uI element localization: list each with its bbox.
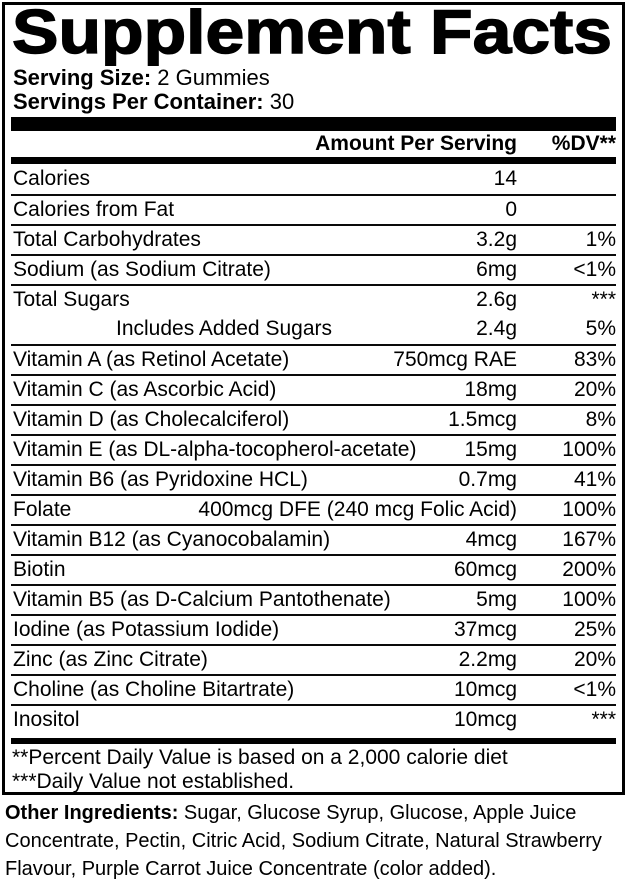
nutrient-row-vitamin-b12: [11, 524, 616, 554]
nutrient-name: Choline (as Choline Bitartrate): [13, 678, 295, 701]
nutrient-dv: <1%: [573, 678, 616, 701]
nutrient-amount: 10mcg: [453, 708, 517, 731]
nutrient-row-iodine: [11, 614, 616, 644]
nutrient-dv: 100%: [562, 588, 616, 611]
nutrient-row-calories: [11, 164, 616, 194]
nutrient-amount: 37mcg: [453, 618, 517, 641]
nutrient-name: Vitamin B5 (as D-Calcium Pantothenate): [13, 588, 391, 611]
nutrient-row-vitamin-e: [11, 434, 616, 464]
footnote-daily-value: **Percent Daily Value is based on a 2,000 calorie diet: [12, 746, 508, 769]
nutrient-amount: 1.5mcg: [448, 408, 517, 431]
nutrient-row-vitamin-d: [11, 404, 616, 434]
servings-per-container: [11, 90, 616, 114]
nutrient-amount: 3.2g: [476, 228, 517, 251]
nutrient-name: Vitamin C (as Ascorbic Acid): [13, 378, 277, 401]
nutrient-amount: 2.6g: [476, 288, 517, 311]
nutrient-name: Vitamin B12 (as Cyanocobalamin): [13, 528, 331, 551]
nutrient-row-total-sugars: [11, 284, 616, 314]
nutrient-name: Sodium (as Sodium Citrate): [13, 258, 271, 281]
nutrient-row-biotin: [11, 554, 616, 584]
column-header-row: [11, 131, 616, 157]
nutrient-dv: 25%: [573, 618, 616, 641]
nutrient-dv: 8%: [585, 408, 616, 431]
nutrient-name: Total Sugars: [13, 288, 130, 311]
nutrient-table: [11, 164, 616, 734]
footnotes: [11, 744, 616, 794]
nutrient-row-vitamin-a: [11, 344, 616, 374]
nutrient-row-sodium: [11, 254, 616, 284]
nutrient-row-choline: [11, 674, 616, 704]
nutrient-row-calories-from-fat: [11, 194, 616, 224]
nutrient-name: Vitamin D (as Cholecalciferol): [13, 408, 290, 431]
nutrient-dv: ***: [591, 288, 616, 311]
servings-per-container-label: Servings Per Container:: [13, 89, 264, 114]
nutrient-amount: 10mcg: [453, 678, 517, 701]
nutrient-amount: 18mg: [464, 378, 517, 401]
serving-size: [11, 66, 616, 90]
panel-title-text: Supplement Facts: [12, 8, 612, 66]
nutrient-amount: 400mcg DFE (240 mcg Folic Acid): [198, 498, 517, 521]
nutrient-row-added-sugars: [11, 314, 616, 344]
nutrient-name: Calories from Fat: [13, 198, 175, 221]
nutrient-dv: ***: [591, 708, 616, 731]
nutrient-name: Iodine (as Potassium Iodide): [13, 618, 280, 641]
nutrient-dv: 83%: [573, 348, 616, 371]
nutrient-amount: 6mg: [476, 258, 517, 281]
nutrient-name: Folate: [13, 498, 72, 521]
nutrient-dv: 20%: [573, 378, 616, 401]
nutrient-amount: 0.7mg: [458, 468, 517, 491]
panel-title: [12, 8, 617, 66]
nutrient-amount: 60mcg: [453, 558, 517, 581]
separator-bar-medium: [11, 157, 616, 164]
nutrient-amount: 2.4g: [476, 317, 517, 340]
nutrient-name: Biotin: [13, 558, 66, 581]
nutrient-dv: 100%: [562, 498, 616, 521]
nutrient-dv: 1%: [585, 228, 616, 251]
nutrient-dv: 5%: [585, 317, 616, 340]
supplement-facts-panel: [2, 2, 625, 795]
column-header-amount: Amount Per Serving: [315, 132, 517, 155]
column-header-dv: %DV**: [551, 132, 616, 155]
nutrient-dv: 20%: [573, 648, 616, 671]
nutrient-row-inositol: [11, 704, 616, 734]
nutrient-row-folate: [11, 494, 616, 524]
nutrient-name: Vitamin A (as Retinol Acetate): [13, 348, 290, 371]
nutrient-dv: 200%: [562, 558, 616, 581]
nutrient-amount: 15mg: [464, 438, 517, 461]
nutrient-amount: 5mg: [476, 588, 517, 611]
nutrient-row-vitamin-c: [11, 374, 616, 404]
nutrient-amount: 750mcg RAE: [393, 348, 517, 371]
nutrient-name: Calories: [13, 167, 91, 190]
nutrient-row-total-carbohydrates: [11, 224, 616, 254]
nutrient-name: Zinc (as Zinc Citrate): [13, 648, 208, 671]
other-ingredients: [5, 799, 624, 883]
nutrient-name: Total Carbohydrates: [13, 228, 201, 251]
nutrient-amount: 0: [505, 198, 517, 221]
footnote-not-established: ***Daily Value not established.: [12, 770, 295, 793]
other-ingredients-text: Sugar, Glucose Syrup, Glucose, Apple Juice Concentrate, Pectin, Citric Acid, Sodium Citrate, Natural Strawberry Flavour, Purple Carrot Juice Concentrate (color added).: [5, 802, 602, 880]
nutrient-dv: 41%: [573, 468, 616, 491]
nutrient-name: Vitamin E (as DL-alpha-tocopherol-acetate): [13, 438, 417, 461]
nutrient-amount: 2.2mg: [458, 648, 517, 671]
serving-size-label: Serving Size:: [13, 65, 152, 90]
nutrient-row-vitamin-b6: [11, 464, 616, 494]
nutrient-row-vitamin-b5: [11, 584, 616, 614]
nutrient-dv: <1%: [573, 258, 616, 281]
nutrient-name: Vitamin B6 (as Pyridoxine HCL): [13, 468, 308, 491]
nutrient-amount: 4mcg: [465, 528, 517, 551]
serving-size-value: 2 Gummies: [157, 65, 270, 90]
nutrient-amount: 14: [493, 167, 517, 190]
nutrient-name: Inositol: [13, 708, 80, 731]
nutrient-dv: 167%: [562, 528, 616, 551]
nutrient-row-zinc: [11, 644, 616, 674]
nutrient-dv: 100%: [562, 438, 616, 461]
nutrient-name: Includes Added Sugars: [116, 317, 332, 340]
servings-per-container-value: 30: [269, 89, 295, 114]
other-ingredients-label: Other Ingredients:: [5, 802, 179, 824]
separator-bar-thick: [11, 117, 616, 131]
